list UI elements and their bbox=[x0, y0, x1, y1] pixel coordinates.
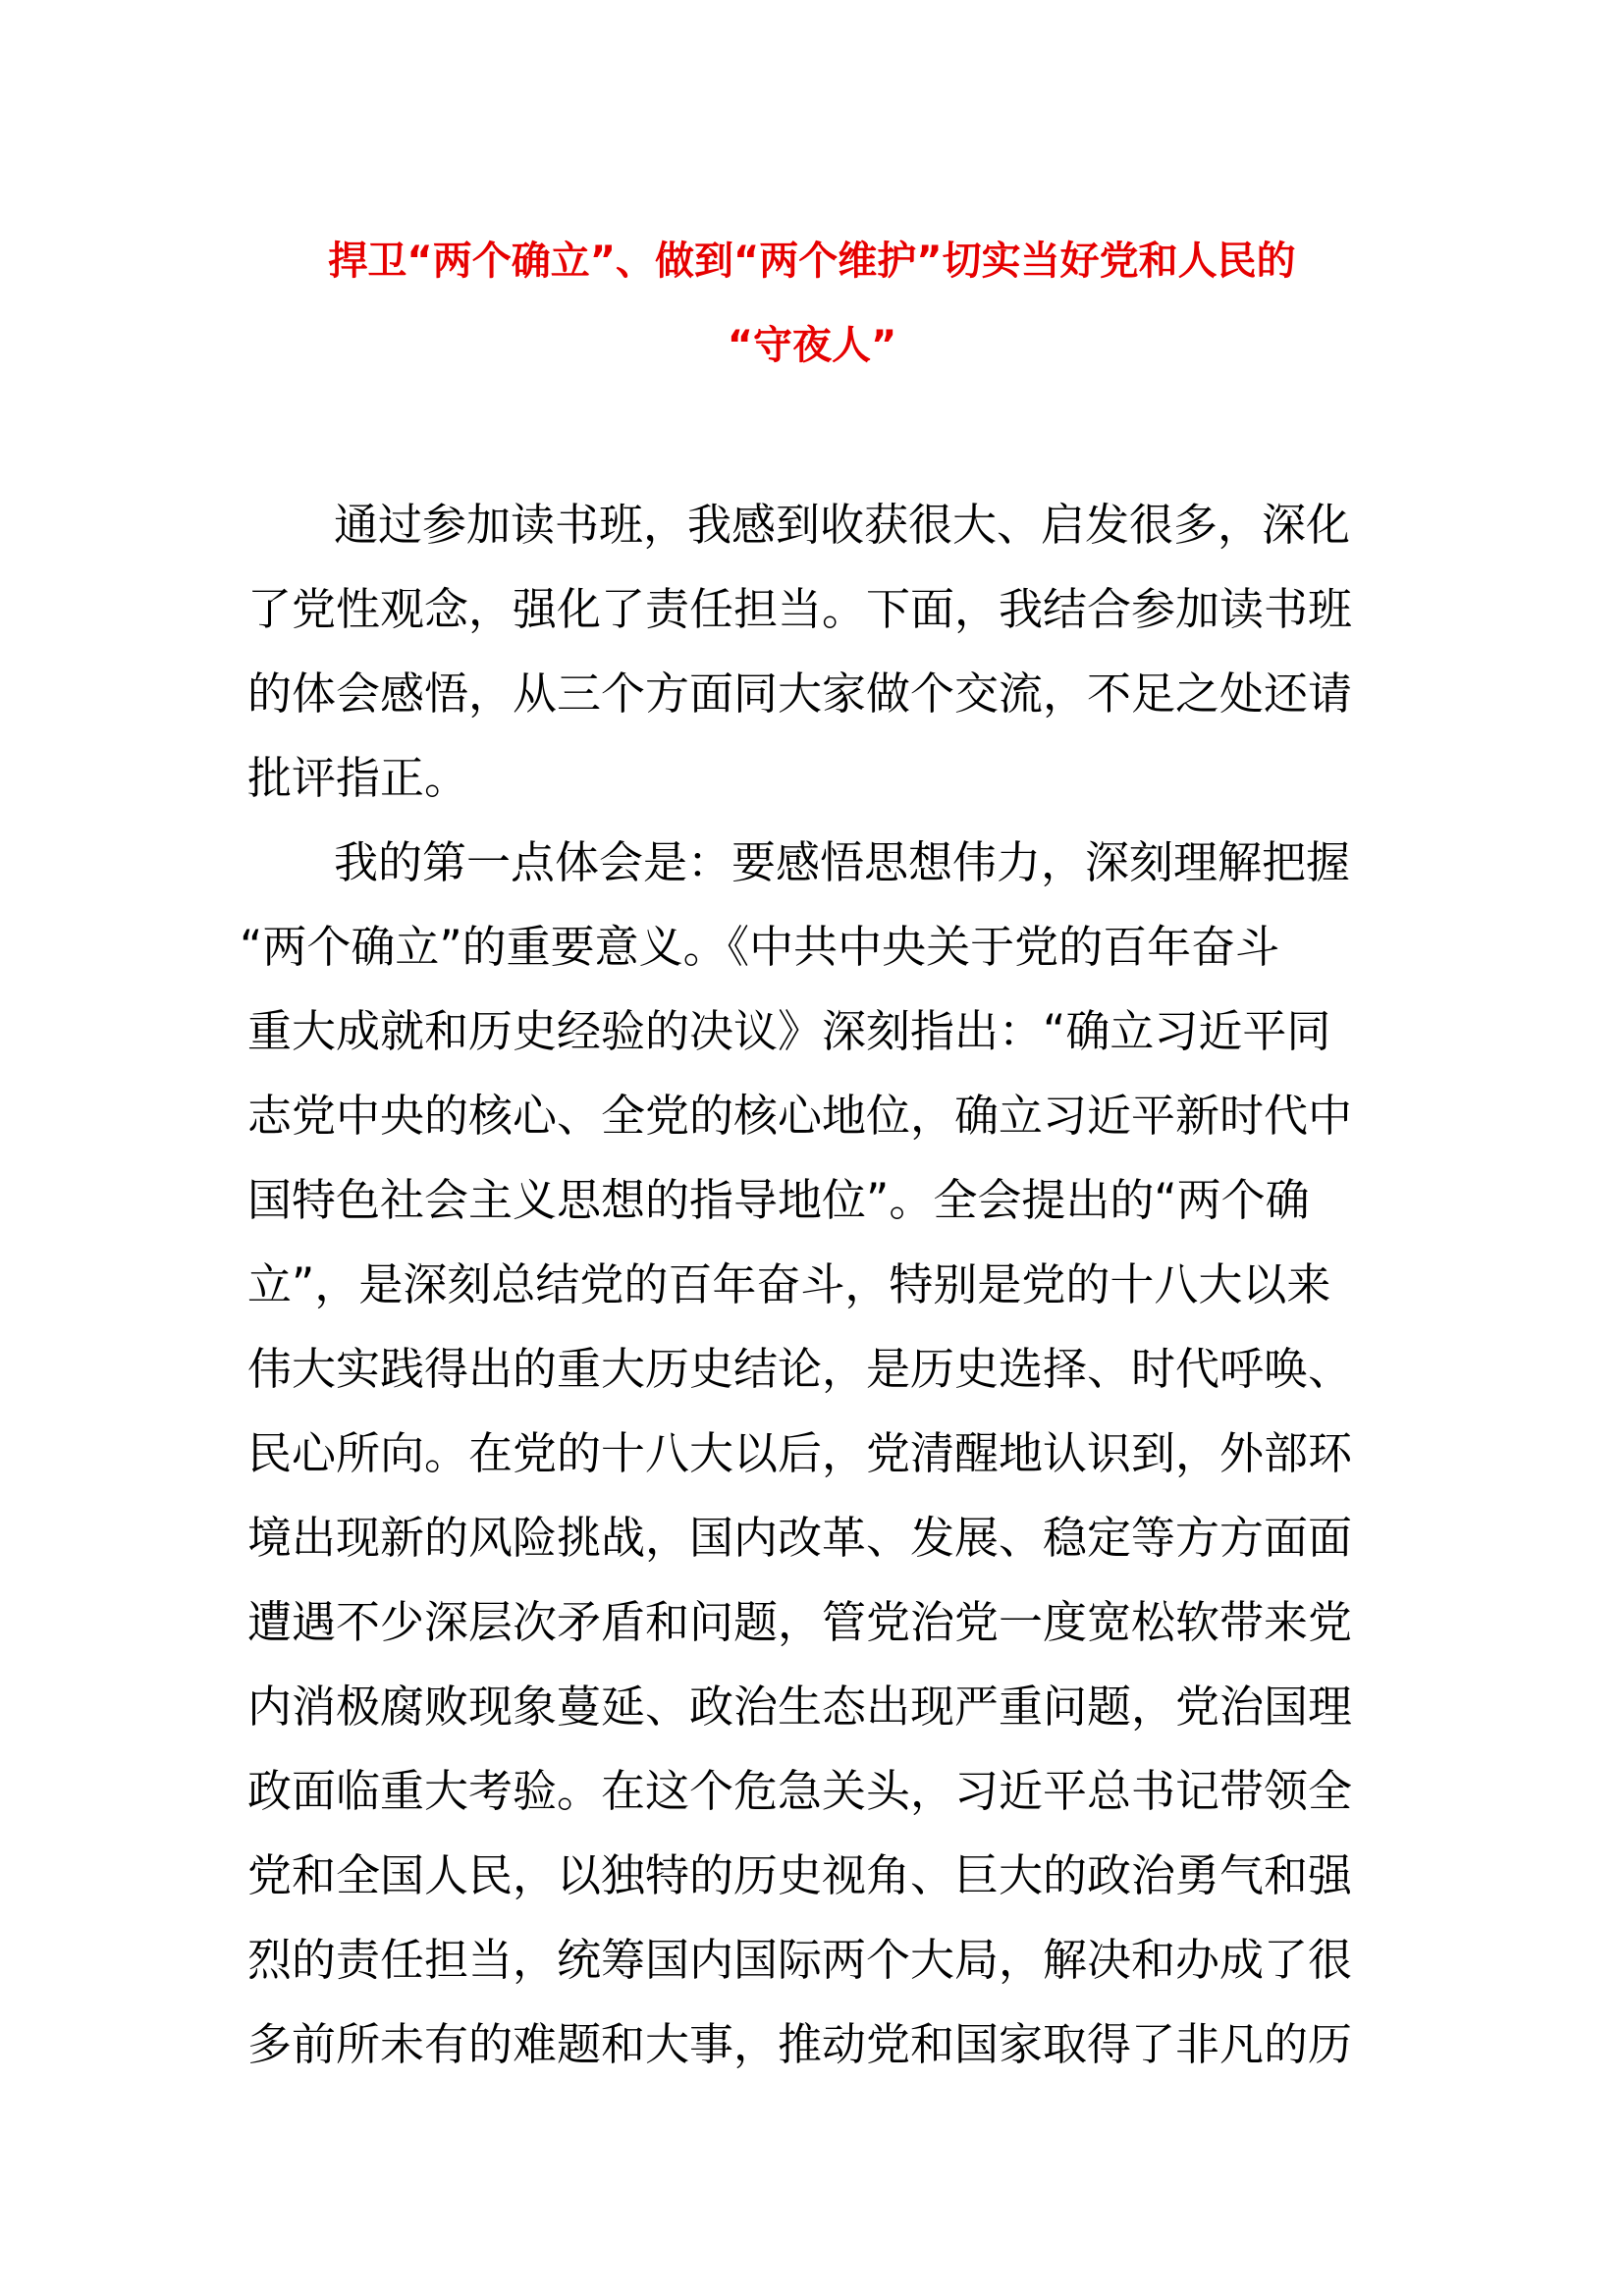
paragraph-2-line: 多前所未有的难题和大事，推动党和国家取得了非凡的历 bbox=[247, 2018, 1353, 2070]
paragraph-1-line: 批评指正。 bbox=[247, 752, 469, 804]
paragraph-1-line: 了党性观念，强化了责任担当。下面，我结合参加读书班 bbox=[247, 583, 1353, 635]
paragraph-2-line: 志党中央的核心、全党的核心地位，确立习近平新时代中 bbox=[247, 1090, 1353, 1142]
paragraph-2-line: 立”，是深刻总结党的百年奋斗，特别是党的十八大以来 bbox=[247, 1258, 1331, 1310]
paragraph-1-line: 的体会感悟，从三个方面同大家做个交流，不足之处还请 bbox=[247, 667, 1353, 720]
document-title-line-2: “守夜人” bbox=[727, 323, 897, 368]
paragraph-2-line: 党和全国人民，以独特的历史视角、巨大的政治勇气和强 bbox=[247, 1849, 1353, 1901]
paragraph-2-line: 国特色社会主义思想的指导地位”。全会提出的“两个确 bbox=[247, 1174, 1310, 1226]
paragraph-2-line: “两个确立”的重要意义。《中共中央关于党的百年奋斗 bbox=[240, 921, 1280, 973]
paragraph-2-line: 烈的责任担当，统筹国内国际两个大局，解决和办成了很 bbox=[247, 1934, 1353, 1986]
paragraph-2-line: 内消极腐败现象蔓延、政治生态出现严重问题，党治国理 bbox=[247, 1681, 1353, 1733]
paragraph-2-line: 重大成就和历史经验的决议》深刻指出：“确立习近平同 bbox=[247, 1005, 1331, 1057]
document-body bbox=[240, 483, 1353, 2087]
paragraph-2-line: 遭遇不少深层次矛盾和问题，管党治党一度宽松软带来党 bbox=[247, 1596, 1353, 1648]
paragraph-1-line: 通过参加读书班，我感到收获很大、启发很多，深化 bbox=[334, 499, 1351, 551]
paragraph-2-line: 我的第一点体会是：要感悟思想伟力，深刻理解把握 bbox=[334, 836, 1351, 888]
document-title-line-1: 捍卫“两个确立”、做到“两个维护”切实当好党和人民的 bbox=[328, 239, 1296, 284]
paragraph-2-line: 伟大实践得出的重大历史结论，是历史选择、时代呼唤、 bbox=[247, 1343, 1353, 1395]
paragraph-2-line: 境出现新的风险挑战，国内改革、发展、稳定等方方面面 bbox=[247, 1512, 1353, 1564]
paragraph-2-line: 民心所向。在党的十八大以后，党清醒地认识到，外部环 bbox=[247, 1427, 1353, 1479]
paragraph-2-line: 政面临重大考验。在这个危急关头，习近平总书记带领全 bbox=[247, 1765, 1353, 1817]
